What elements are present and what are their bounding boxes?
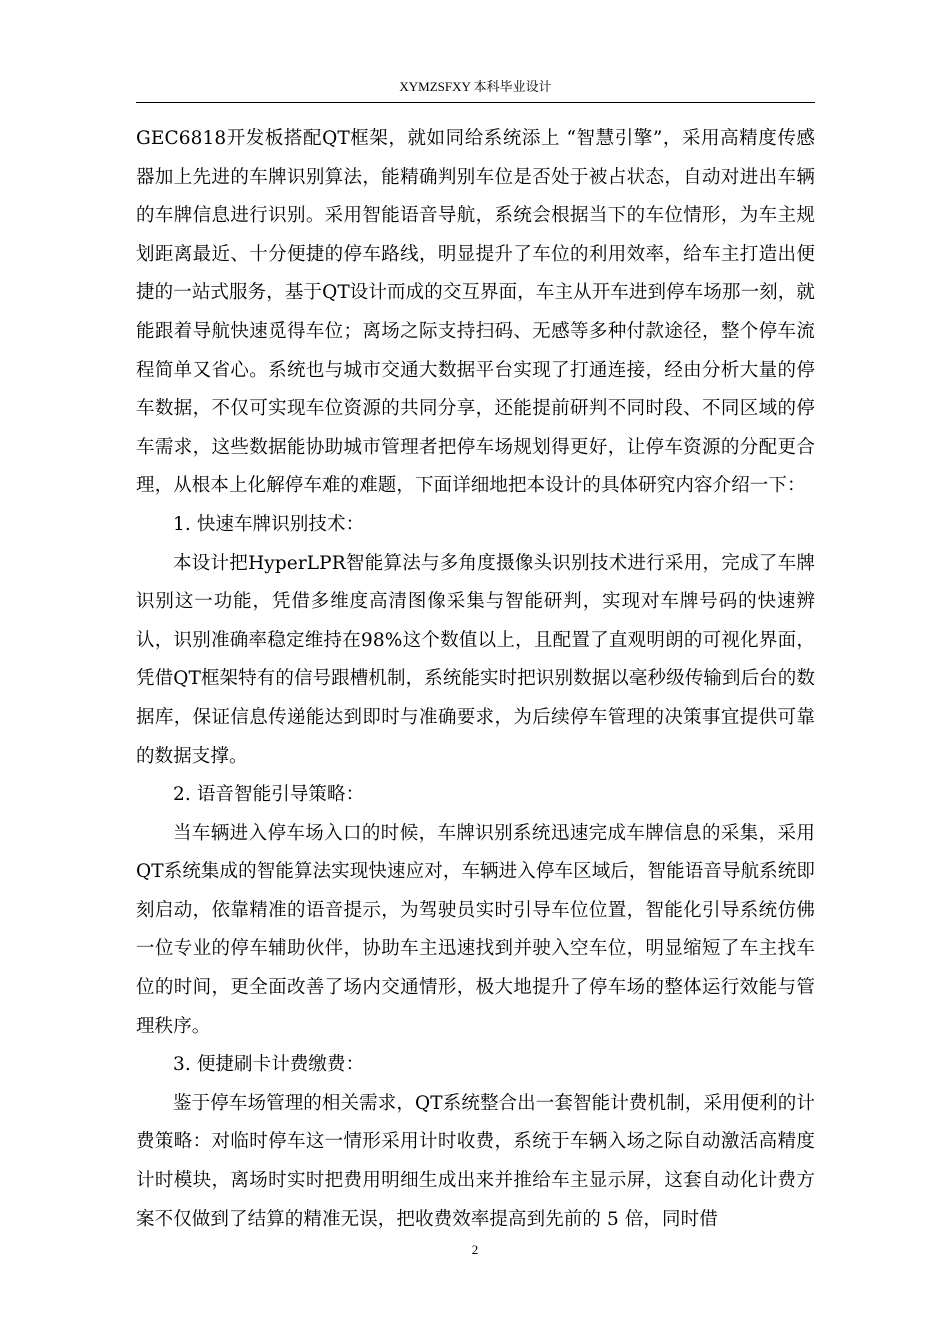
- page-number: 2: [471, 1242, 479, 1257]
- section-heading-voice-guidance: 2. 语音智能引导策略：: [173, 784, 365, 806]
- section-heading-license-plate: 1. 快速车牌识别技术：: [173, 513, 365, 535]
- header-divider: [136, 102, 815, 103]
- document-body: [136, 120, 815, 1239]
- intro-paragraph: GEC6818开发板搭配QT框架，就如同给系统添上 “智慧引擎”，采用高精度传感器加上先进的车牌识别算法，能精确判别车位是否处于被占状态，自动对进出车辆的车牌信息进行识别。采用智能语音导航，系统会根据当下的车位情形，为车主规划距离最近、十分便捷的停车路线，明显提升了车位的利用效率，给车主打造出便捷的一站式服务，基于QT设计而成的交互界面，车主从开车进到停车场那一刻，就能跟着导航快速觅得车位；离场之际支持扫码、无感等多种付款途径，整个停车流程简单又省心。系统也与城市交通大数据平台实现了打通连接，经由分析大量的停车数据，不仅可实现车位资源的共同分享，还能提前研判不同时段、不同区域的停车需求，这些数据能协助城市管理者把停车场规划得更好，让停车资源的分配更合理，从根本上化解停车难的难题，下面详细地把本设计的具体研究内容介绍一下：: [136, 128, 815, 497]
- license-plate-paragraph: 本设计把HyperLPR智能算法与多角度摄像头识别技术进行采用，完成了车牌识别这一功能，凭借多维度高清图像采集与智能研判，实现对车牌号码的快速辨认，识别准确率稳定维持在98%这个数值以上，且配置了直观明朗的可视化界面，凭借QT框架特有的信号跟槽机制，系统能实时把识别数据以毫秒级传输到后台的数据库，保证信息传递能达到即时与准确要求，为后续停车管理的决策事宜提供可靠的数据支撑。: [136, 552, 815, 767]
- section-heading-billing: 3. 便捷刷卡计费缴费：: [173, 1054, 365, 1076]
- voice-guidance-paragraph: 当车辆进入停车场入口的时候，车牌识别系统迅速完成车牌信息的采集，采用QT系统集成的智能算法实现快速应对，车辆进入停车区域后，智能语音导航系统即刻启动，依靠精准的语音提示，为驾驶员实时引导车位位置，智能化引导系统仿佛一位专业的停车辅助伙伴，协助车主迅速找到并驶入空车位，明显缩短了车主找车位的时间，更全面改善了场内交通情形，极大地提升了停车场的整体运行效能与管理秩序。: [136, 822, 815, 1037]
- page-header: XYMZSFXY 本科毕业设计: [399, 79, 552, 94]
- billing-paragraph: 鉴于停车场管理的相关需求，QT系统整合出一套智能计费机制，采用便利的计费策略：对临时停车这一情形采用计时收费，系统于车辆入场之际自动激活高精度计时模块，离场时实时把费用明细生成出来并推给车主显示屏，这套自动化计费方案不仅做到了结算的精准无误，把收费效率提高到先前的 5 倍，同时借: [136, 1092, 815, 1230]
